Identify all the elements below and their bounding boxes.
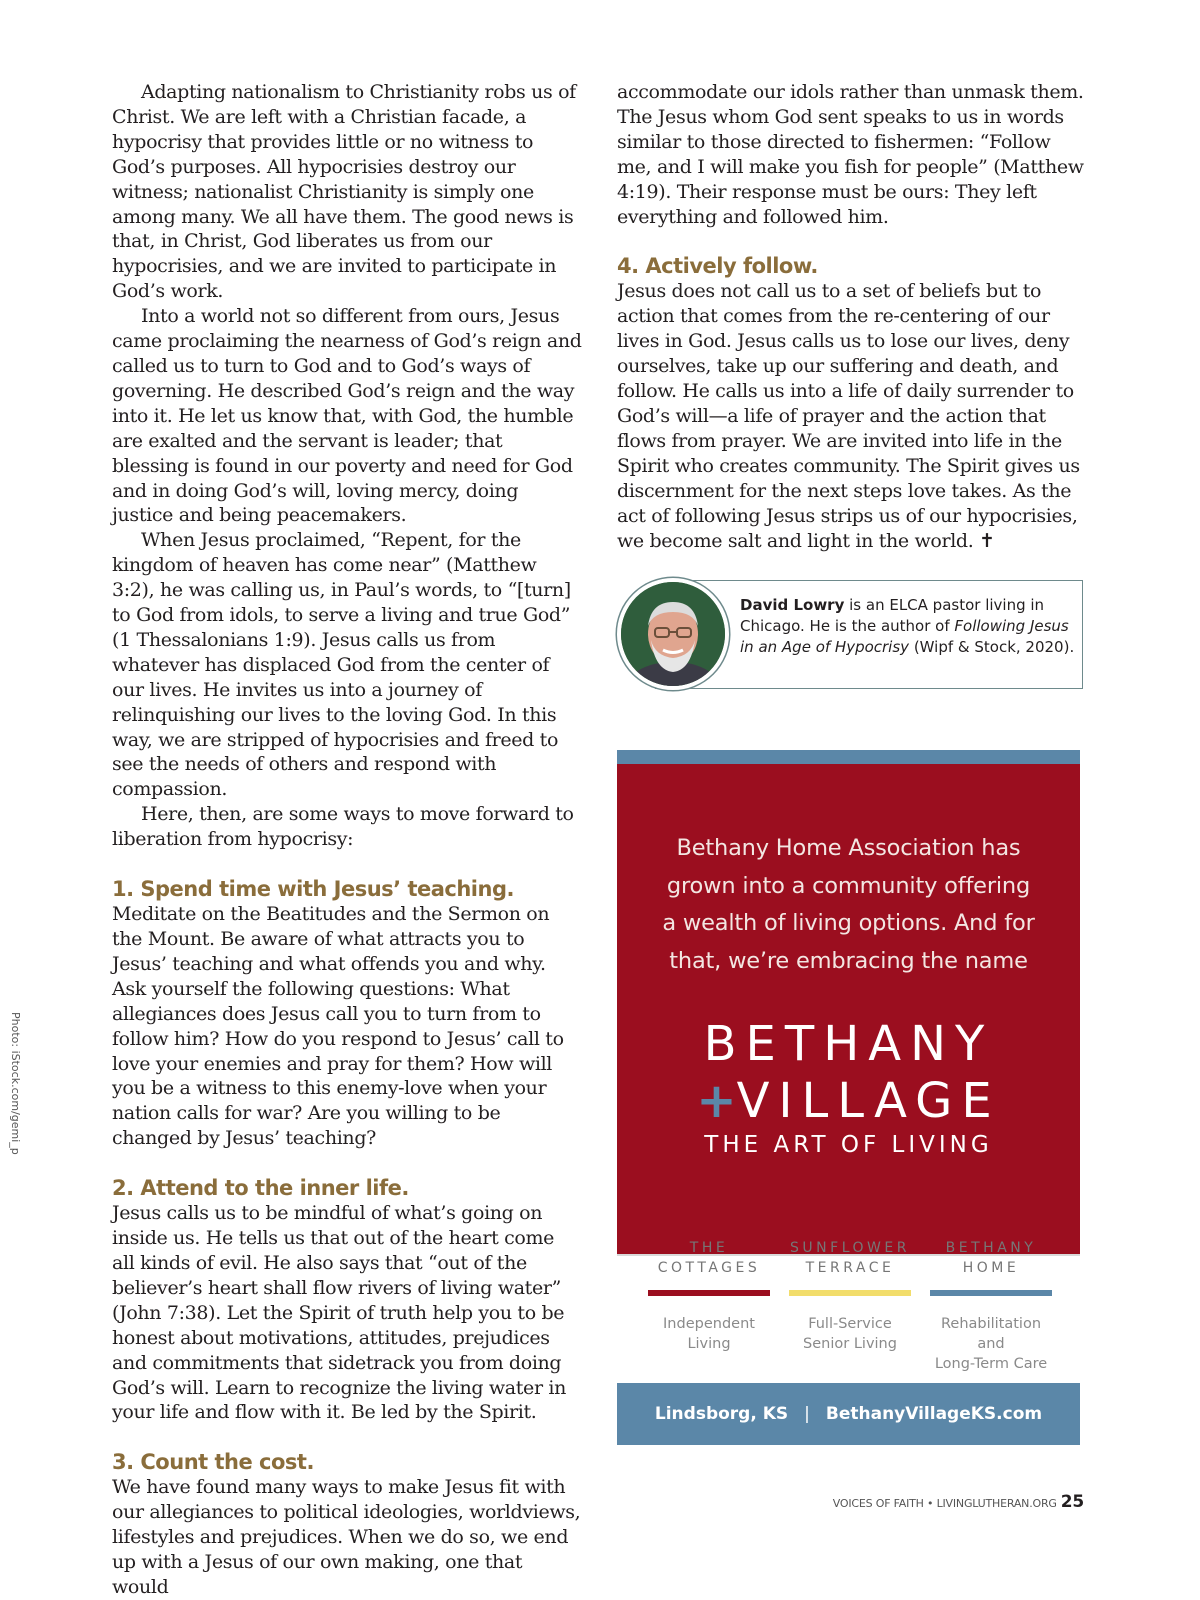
community-description	[929, 1314, 1053, 1374]
paragraph: Meditate on the Beatitudes and the Sermon on the Mount. Be aware of what attracts you to Jesus’ teaching and what offends you and why. Ask yourself the following questions: What allegiances does Jesus call you to turn from to follow him? How do you respond to Jesus’ call to love your enemies and pray for them? How will you be a witness to this enemy-love when your nation calls for war? Are you willing to be changed by Jesus’ teaching?	[112, 903, 564, 1150]
author-photo	[617, 578, 729, 690]
community-color-bar	[930, 1290, 1052, 1296]
section-heading: 1. Spend time with Jesus’ teaching.	[112, 877, 514, 902]
community-description	[647, 1314, 771, 1354]
community-name: BETHANY	[945, 1240, 1037, 1256]
community-desc-line: Independent	[663, 1316, 755, 1332]
paragraph: Jesus calls us to be mindful of what’s going on inside us. He tells us that out of the heart come all kinds of evil. He also says that “out of the believer’s heart shall flow rivers of living water” (John 7:38). Let the Spirit of truth help you to be honest about motivations, attitudes, prejudices and commitments that sidetrack you from doing God’s will. Learn to recognize the living water in your life and flow with it. Be led by the Spirit.	[112, 1202, 566, 1424]
community-desc-line: Rehabilitation and	[940, 1316, 1042, 1352]
community-color-bar	[648, 1290, 770, 1296]
paragraph-text: Jesus does not call us to a set of beliefs but to action that comes from the re-centering of our lives in God. Jesus calls us to lose our lives, deny ourselves, take up our suffering and death, and follow. He calls us into a life of daily surrender to God’s will—a life of prayer and the action that flows from prayer. We are invited into life in the Spirit who creates community. The Spirit gives us discernment for the next steps love takes. As the act of following Jesus strips us of our hypocrisies, we become salt and light in the world.	[617, 280, 1080, 552]
paragraph: When Jesus proclaimed, “Repent, for the kingdom of heaven has come near” (Matthew 3:2), he was calling us, in Paul’s words, to “[turn] to God from idols, to serve a living and true God” (1 Thessalonians 1:9). Jesus calls us from whatever has displaced God from the center of our lives. He invites us into a journey of relinquishing our lives to the loving God. In this way, we are stripped of hypocrisies and freed to see the needs of others and respond with compassion.	[112, 529, 571, 801]
section-heading: 4. Actively follow.	[617, 254, 818, 279]
folio-text: VOICES OF FAITH • LIVINGLUTHERAN.ORG	[832, 1497, 1057, 1510]
ad-top-bar	[617, 750, 1080, 764]
community-desc-line: Long-Term Care	[934, 1356, 1048, 1372]
paragraph	[617, 279, 1087, 553]
author-name: David Lowry	[740, 596, 845, 614]
ad-red-panel	[617, 764, 1080, 1256]
community-desc-line: Senior Living	[803, 1336, 897, 1352]
ad-intro-line: that, we’re embracing the name	[669, 947, 1028, 974]
ad-location: Lindsborg, KS	[654, 1404, 789, 1424]
paragraph: Into a world not so different from ours, Jesus came proclaiming the nearness of God’s reign and called us to turn to God and to God’s ways of governing. He described God’s reign and the way into it. He let us know that, with God, the humble are exalted and the servant is leader; that blessing is found in our poverty and need for God and in doing God’s will, loving mercy, doing justice and being peacemakers.	[112, 305, 582, 527]
brand-word: VILLAGE	[736, 1073, 1001, 1129]
ad-intro-line: Bethany Home Association has	[676, 835, 1021, 861]
paragraph: We have found many ways to make Jesus fit with our allegiances to political ideologies, worldviews, lifestyles and prejudices. When we do so, we end up with a Jesus of our own making, one that would	[112, 1476, 581, 1598]
community-name: COTTAGES	[657, 1260, 761, 1276]
ad-footer-bar	[617, 1383, 1080, 1445]
page-footer	[800, 1492, 1084, 1512]
paragraph: Adapting nationalism to Christianity robs us of Christ. We are left with a Christian facade, a hypocrisy that provides little or no witness to God’s purposes. All hypocrisies destroy our witness; nationalist Christianity is simply one among many. We all have them. The good news is that, in Christ, God liberates us from our hypocrisies, and we are invited to participate in God’s work.	[112, 81, 576, 303]
ad-intro-line: grown into a community offering	[666, 872, 1031, 899]
community-sunflower-terrace	[788, 1238, 912, 1354]
community-name: TERRACE	[805, 1260, 895, 1276]
community-cottages	[647, 1238, 771, 1354]
article-column-right	[617, 80, 1087, 553]
book-title: Following Jesus in an Age of Hypocrisy	[740, 617, 1069, 656]
ad-intro-line: a wealth of living options. And for	[662, 910, 1035, 936]
cross-icon: ✝	[979, 529, 995, 552]
paragraph: accommodate our idols rather than unmask them. The Jesus whom God sent speaks to us in words similar to those directed to fishermen: “Follow me, and I will make you fish for people” (Matthew 4:19). Their response must be ours: They left everything and followed him.	[617, 81, 1084, 228]
community-description	[788, 1314, 912, 1354]
section-heading: 3. Count the cost.	[112, 1450, 314, 1475]
plus-icon: +	[696, 1073, 737, 1129]
community-name: THE	[689, 1240, 729, 1256]
author-bio-text: (Wipf & Stock, 2020).	[909, 638, 1075, 656]
brand-name-line-2	[617, 1073, 1080, 1129]
community-desc-line: Living	[687, 1336, 731, 1352]
author-portrait-icon	[621, 582, 725, 686]
community-color-bar	[789, 1290, 911, 1296]
community-name: HOME	[962, 1260, 1020, 1276]
ad-website: BethanyVillageKS.com	[825, 1404, 1043, 1424]
bethany-village-ad	[617, 750, 1080, 1445]
ad-intro	[637, 830, 1060, 980]
article-column-left	[112, 80, 582, 1600]
community-name: SUNFLOWER	[790, 1240, 910, 1256]
author-bio	[740, 595, 1075, 658]
brand-tagline: THE ART OF LIVING	[704, 1132, 993, 1158]
ad-footer-separator: |	[804, 1404, 810, 1424]
paragraph: Here, then, are some ways to move forward to liberation from hypocrisy:	[112, 803, 574, 851]
section-heading: 2. Attend to the inner life.	[112, 1176, 409, 1201]
author-bio-text: is an ELCA pastor living in Chicago. He is the author of	[740, 596, 1045, 635]
community-bethany-home	[929, 1238, 1053, 1374]
page-number: 25	[1060, 1492, 1084, 1512]
community-desc-line: Full-Service	[808, 1316, 892, 1332]
photo-credit: Photo: iStock.com/gemi_p	[9, 1012, 22, 1155]
brand-name-line-1: BETHANY	[703, 1016, 994, 1072]
